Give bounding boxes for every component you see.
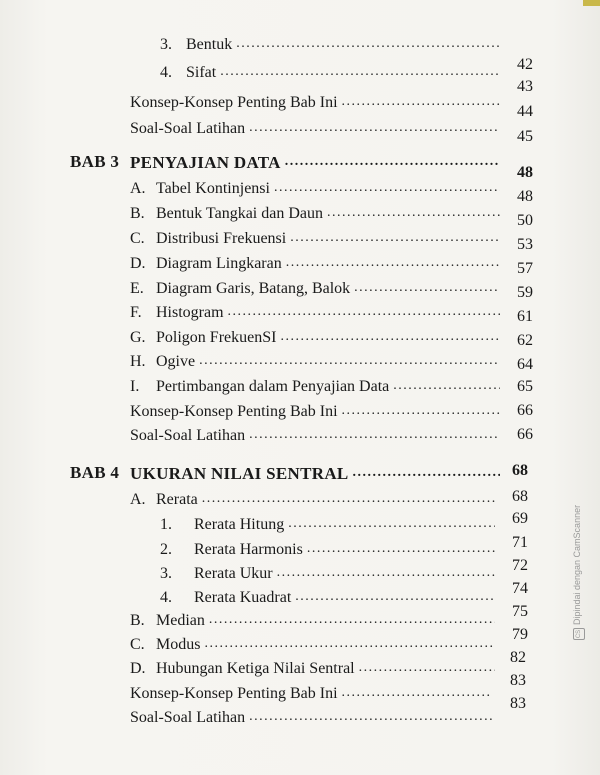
dot-leader xyxy=(249,120,500,138)
entry-page: 83 xyxy=(510,672,526,689)
entry-page: 53 xyxy=(517,236,533,253)
scanner-watermark xyxy=(572,504,585,640)
dot-leader xyxy=(307,541,495,559)
entry-label: Rerata Harmonis xyxy=(194,541,303,558)
entry-number: A. xyxy=(130,491,146,508)
entry-number: 3. xyxy=(160,565,172,582)
entry-page: 79 xyxy=(512,626,528,643)
toc-entry xyxy=(160,32,500,54)
toc-entry xyxy=(130,176,500,198)
entry-number: 4. xyxy=(160,589,172,606)
dot-leader xyxy=(288,516,495,534)
dot-leader xyxy=(249,709,492,727)
entry-label: Soal-Soal Latihan xyxy=(130,427,246,444)
dot-leader xyxy=(236,36,500,54)
entry-number: 1. xyxy=(160,516,172,533)
entry-page: 57 xyxy=(517,260,533,277)
dot-leader xyxy=(220,64,500,82)
dot-leader xyxy=(228,304,500,322)
dot-leader xyxy=(285,154,500,172)
entry-page: 65 xyxy=(517,378,533,395)
entry-label: Hubungan Ketiga Nilai Sentral xyxy=(156,660,355,677)
entry-label: Sifat xyxy=(186,64,217,81)
entry-label: Rerata Hitung xyxy=(194,516,285,533)
entry-page: 74 xyxy=(512,580,528,597)
dot-leader xyxy=(286,255,500,273)
toc-entry xyxy=(160,60,500,82)
entry-label: Bentuk xyxy=(186,36,233,53)
entry-label: Tabel Kontinjensi xyxy=(156,180,270,197)
toc-entry xyxy=(160,512,495,534)
toc-entry xyxy=(130,681,492,703)
entry-number: H. xyxy=(130,353,146,370)
toc-entry xyxy=(130,300,500,322)
entry-label: Rerata xyxy=(156,491,198,508)
toc-entry xyxy=(130,399,500,421)
toc-entry xyxy=(130,90,500,112)
entry-number: D. xyxy=(130,660,146,677)
toc-entry xyxy=(130,251,500,273)
chapter-title: PENYAJIAN DATA xyxy=(130,153,281,172)
entry-number: E. xyxy=(130,280,144,297)
toc-entry xyxy=(130,705,492,727)
entry-number: G. xyxy=(130,329,146,346)
entry-page: 71 xyxy=(512,534,528,551)
entry-page: 59 xyxy=(517,284,533,301)
entry-page: 75 xyxy=(512,603,528,620)
dot-leader xyxy=(204,636,495,654)
entry-page: 43 xyxy=(517,78,533,95)
toc-entry xyxy=(130,226,500,248)
entry-number: A. xyxy=(130,180,146,197)
entry-label: Ogive xyxy=(156,353,196,370)
entry-number: D. xyxy=(130,255,146,272)
camscanner-icon: CS xyxy=(573,628,585,640)
dot-leader xyxy=(290,230,500,248)
toc-entry xyxy=(130,632,495,654)
dot-leader xyxy=(393,378,500,396)
chapter-heading xyxy=(130,150,500,172)
dot-leader xyxy=(277,565,495,583)
entry-page: 64 xyxy=(517,356,533,373)
dot-leader xyxy=(354,280,500,298)
toc-entry xyxy=(130,276,500,298)
entry-number: C. xyxy=(130,636,145,653)
dot-leader xyxy=(249,427,500,445)
entry-page: 72 xyxy=(512,557,528,574)
toc-entry xyxy=(130,325,500,347)
entry-page: 68 xyxy=(512,488,528,505)
entry-label: Modus xyxy=(156,636,201,653)
entry-label: Diagram Garis, Batang, Balok xyxy=(156,280,351,297)
toc-entry xyxy=(130,656,495,678)
dot-leader xyxy=(342,94,500,112)
entry-number: F. xyxy=(130,304,142,321)
entry-label: Median xyxy=(156,612,205,629)
toc-entry xyxy=(130,116,500,138)
entry-page: 50 xyxy=(517,212,533,229)
entry-label: Histogram xyxy=(156,304,224,321)
entry-label: Rerata Ukur xyxy=(194,565,273,582)
entry-number: 4. xyxy=(160,64,172,81)
chapter-page: 68 xyxy=(512,462,528,479)
entry-label: Konsep-Konsep Penting Bab Ini xyxy=(130,403,338,420)
chapter-title: UKURAN NILAI SENTRAL xyxy=(130,464,349,483)
entry-label: Poligon FrekuenSI xyxy=(156,329,277,346)
toc-entry xyxy=(130,423,500,445)
chapter-number: BAB 3 xyxy=(70,152,120,171)
entry-label: Bentuk Tangkai dan Daun xyxy=(156,205,323,222)
entry-label: Soal-Soal Latihan xyxy=(130,120,246,137)
entry-number: B. xyxy=(130,612,145,629)
watermark-text: Dipindai dengan CamScanner xyxy=(572,504,582,625)
entry-label: Distribusi Frekuensi xyxy=(156,230,287,247)
entry-page: 61 xyxy=(517,308,533,325)
chapter-number: BAB 4 xyxy=(70,463,120,482)
entry-number: 2. xyxy=(160,541,172,558)
entry-page: 66 xyxy=(517,426,533,443)
entry-label: Soal-Soal Latihan xyxy=(130,709,246,726)
dot-leader xyxy=(274,180,500,198)
entry-number: I. xyxy=(130,378,140,395)
entry-label: Diagram Lingkaran xyxy=(156,255,282,272)
entry-label: Konsep-Konsep Penting Bab Ini xyxy=(130,685,338,702)
entry-page: 69 xyxy=(512,510,528,527)
dot-leader xyxy=(353,465,500,483)
chapter-heading xyxy=(130,461,500,483)
dot-leader xyxy=(327,205,500,223)
toc-entry xyxy=(160,561,495,583)
entry-page: 66 xyxy=(517,402,533,419)
dot-leader xyxy=(202,491,495,509)
toc-entry xyxy=(130,487,495,509)
dot-leader xyxy=(295,589,495,607)
dot-leader xyxy=(280,329,500,347)
entry-page: 44 xyxy=(517,103,533,120)
entry-number: B. xyxy=(130,205,145,222)
toc-entry xyxy=(130,374,500,396)
dot-leader xyxy=(342,403,500,421)
entry-page: 82 xyxy=(510,649,526,666)
entry-page: 83 xyxy=(510,695,526,712)
toc-entry xyxy=(130,349,500,371)
entry-label: Rerata Kuadrat xyxy=(194,589,292,606)
dot-leader xyxy=(342,685,492,703)
toc-entry xyxy=(130,608,495,630)
dot-leader xyxy=(359,660,495,678)
entry-label: Pertimbangan dalam Penyajian Data xyxy=(156,378,390,395)
dot-leader xyxy=(209,612,495,630)
toc-entry xyxy=(130,201,500,223)
toc-entry xyxy=(160,537,495,559)
entry-page: 62 xyxy=(517,332,533,349)
entry-label: Konsep-Konsep Penting Bab Ini xyxy=(130,94,338,111)
page-corner-mark xyxy=(583,0,600,6)
entry-number: 3. xyxy=(160,36,172,53)
entry-page: 45 xyxy=(517,128,533,145)
chapter-page: 48 xyxy=(517,164,533,181)
entry-page: 48 xyxy=(517,188,533,205)
toc-entry xyxy=(160,585,495,607)
entry-number: C. xyxy=(130,230,145,247)
entry-page: 42 xyxy=(517,56,533,73)
dot-leader xyxy=(199,353,500,371)
